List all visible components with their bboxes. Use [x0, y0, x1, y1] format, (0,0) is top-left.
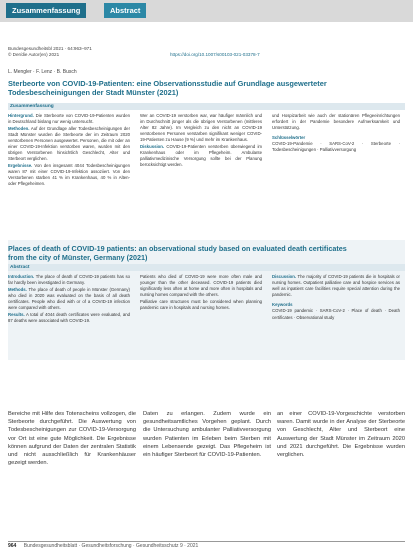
summary-heading-bar	[8, 103, 405, 110]
doi-link[interactable]: https://doi.org/10.1007/s00103-021-03378-7	[170, 52, 260, 57]
abstract-para-head: Methods.	[8, 286, 27, 292]
tab-abstract[interactable]: Abstract	[104, 3, 146, 18]
title-german: Sterbeorte von COVID-19-Patienten: eine Observationsstudie auf Grundlage ausgewerteter Todesbescheinigungen der Stadt Münster (2021)	[8, 79, 327, 97]
summary-column-3	[272, 113, 400, 154]
body-column-3: an einer COVID-19-Vorgeschichte verstorben waren. Damit wurde in der Analyse der Sterbeorte von Geschlecht, Alter und Sterbeort eine Auswertung der Stadt Münster im Zeitraum 2020 und 2021 durchgeführt. Die Ergebnisse wurden verglichen.	[277, 411, 405, 459]
summary-para-head: Hintergrund.	[8, 113, 34, 118]
summary-column-1	[8, 113, 130, 188]
abstract-para-text: Patients who died of COVID-19 were more often male and younger than the other deceased. COVID-19 patients died significantly less often at home and more often in hospitals and nursing homes compared with the others.	[140, 274, 262, 298]
authors: L. Mengler · F. Lenz · B. Busch	[8, 69, 77, 75]
summary-column-2	[140, 113, 262, 169]
abstract-para-head: Introduction.	[8, 274, 35, 279]
abstract-column-1	[8, 274, 130, 324]
abstract-para-text: The place of death of COVID-19 patients has so far hardly been investigated in Germany.	[8, 274, 130, 286]
keywords-text-en: COVID-19 pandemic · SARS-CoV-2 · Place of death · Death certificates · Observational study	[272, 308, 400, 320]
summary-para-text: und Hospizarbeit wie auch der stationären Pflegeeinrichtungen erfordert in der Pandemie besondere Aufmerksamkeit und Unterstützung.	[272, 113, 400, 131]
tab-summary[interactable]: Zusammenfassung	[6, 3, 86, 18]
summary-para-head: Ergebnisse.	[8, 162, 33, 168]
summary-para-head: Diskussion.	[140, 143, 165, 149]
summary-para-text: Die Sterbeorte von COVID-19-Patienten wurden in Deutschland bislang nur wenig untersucht.	[8, 113, 130, 125]
footer-divider	[8, 541, 405, 542]
summary-para-text: Auf der Grundlage aller Todesbescheinigungen der Stadt Münster wurden die Sterbeorte der im Zeitraum 2020 verstorbenen Personen ausgewertet. Personen, die mit oder an einer COVID-19-Infektion verstorben waren, wurden mit den übrigen Verstorbenen hinsichtlich Geschlecht, Alter und Sterbeort verglichen.	[8, 125, 130, 162]
summary-para-text: COVID-19-Patienten versterben überwiegend im Krankenhaus oder im Pflegeheim. Ambulante palliativmedizinische Versorgung sollte bei der Planung berücksichtigt werden.	[140, 143, 262, 168]
keywords-heading-en: Keywords	[272, 302, 293, 308]
header-bar	[0, 0, 413, 22]
summary-para-text: Von den insgesamt 4044 Todesbescheinigungen waren 87 mit einer COVID-19-Infektion assoziiert. Von den Verstorbenen starben 41 % im Krankenhaus, 40 % in Alten- oder Pflegeheimen.	[8, 162, 130, 187]
abstract-para-head: Results.	[8, 311, 25, 317]
body-column-2: Daten zu erlangen. Zudem wurde ein gesundheitsamtliches Vorgehen geplant. Durch die Untersuchung ambulanter Palliativversorgung wurden Patienten im Erleben beim Sterben mit einem Lebensende gezeigt. Das Pflegeheim ist ein häufiger Sterbeort für COVID-19-Patienten.	[143, 411, 271, 459]
license-note: © Der/die Autor(en) 2021	[8, 52, 60, 57]
summary-para-head: Methoden.	[8, 125, 30, 131]
journal-citation: Bundesgesundheitsbl 2021 · 64:963–971	[8, 46, 92, 51]
abstract-para-text: Palliative care structures must be considered when planning pandemic care in hospitals and nursing homes.	[140, 298, 262, 310]
footer-journal: Bundesgesundheitsblatt · Gesundheitsforschung · Gesundheitsschutz 9 · 2021	[23, 543, 199, 549]
abstract-para-text: A total of 4044 death certificates were evaluated, and 87 deaths were associated with COVID-19.	[8, 311, 130, 323]
abstract-para-text: The majority of COVID-19 patients die in hospitals or nursing homes. Outpatient palliative care and hospice services as well as inpatient care facilities require special attention during the pandemic.	[272, 274, 400, 298]
body-column-1: Bereiche mit Hilfe des Totenscheins vollzogen, die Sterbeorte durchgeführt. Die Auswertung von Todesbescheinigungen zur COVID-19-Versorgung vor Ort ist eine gute Möglichkeit. Die Ergebnisse können aufgrund der Daten der zentralen Statistik und nicht ausschließlich für Krankenhäuser gezeigt werden.	[8, 411, 136, 467]
title-english: Places of death of COVID-19 patients: an observational study based on evaluated death certificates from the city of Münster, Germany (2021)	[8, 244, 347, 262]
abstract-heading: Abstract	[10, 265, 30, 270]
summary-para-text: Wer an COVID-19 verstorben war, war häufiger männlich und im Durchschnitt jünger als die übrigen Verstorbenen (mittleres Alter 82 Jahre). Im Vergleich zu den nicht an COVID-19 verstorbenen Personen verstarben signifikant weniger COVID-19-Patienten zu Hause (9 %) und mehr im Krankenhaus.	[140, 113, 262, 143]
abstract-para-text: The place of death of people in Münster (Germany) who died in 2020 was evaluated on the basis of all death certificates. People who died with or of a COVID-19 infection were compared with others.	[8, 286, 130, 310]
keywords-text: COVID-19-Pandemie · SARS-CoV-2 · Sterbeorte · Todesbescheinigungen · Palliativversorgung	[272, 141, 400, 153]
abstract-para-head: Discussion.	[272, 274, 297, 279]
abstract-column-3	[272, 274, 400, 321]
keywords-heading: Schlüsselwörter	[272, 135, 306, 141]
page-number: 964	[8, 543, 17, 549]
summary-heading: Zusammenfassung	[10, 104, 54, 109]
abstract-heading-bar	[8, 264, 405, 271]
abstract-column-2	[140, 274, 262, 312]
page-footer	[8, 543, 198, 549]
